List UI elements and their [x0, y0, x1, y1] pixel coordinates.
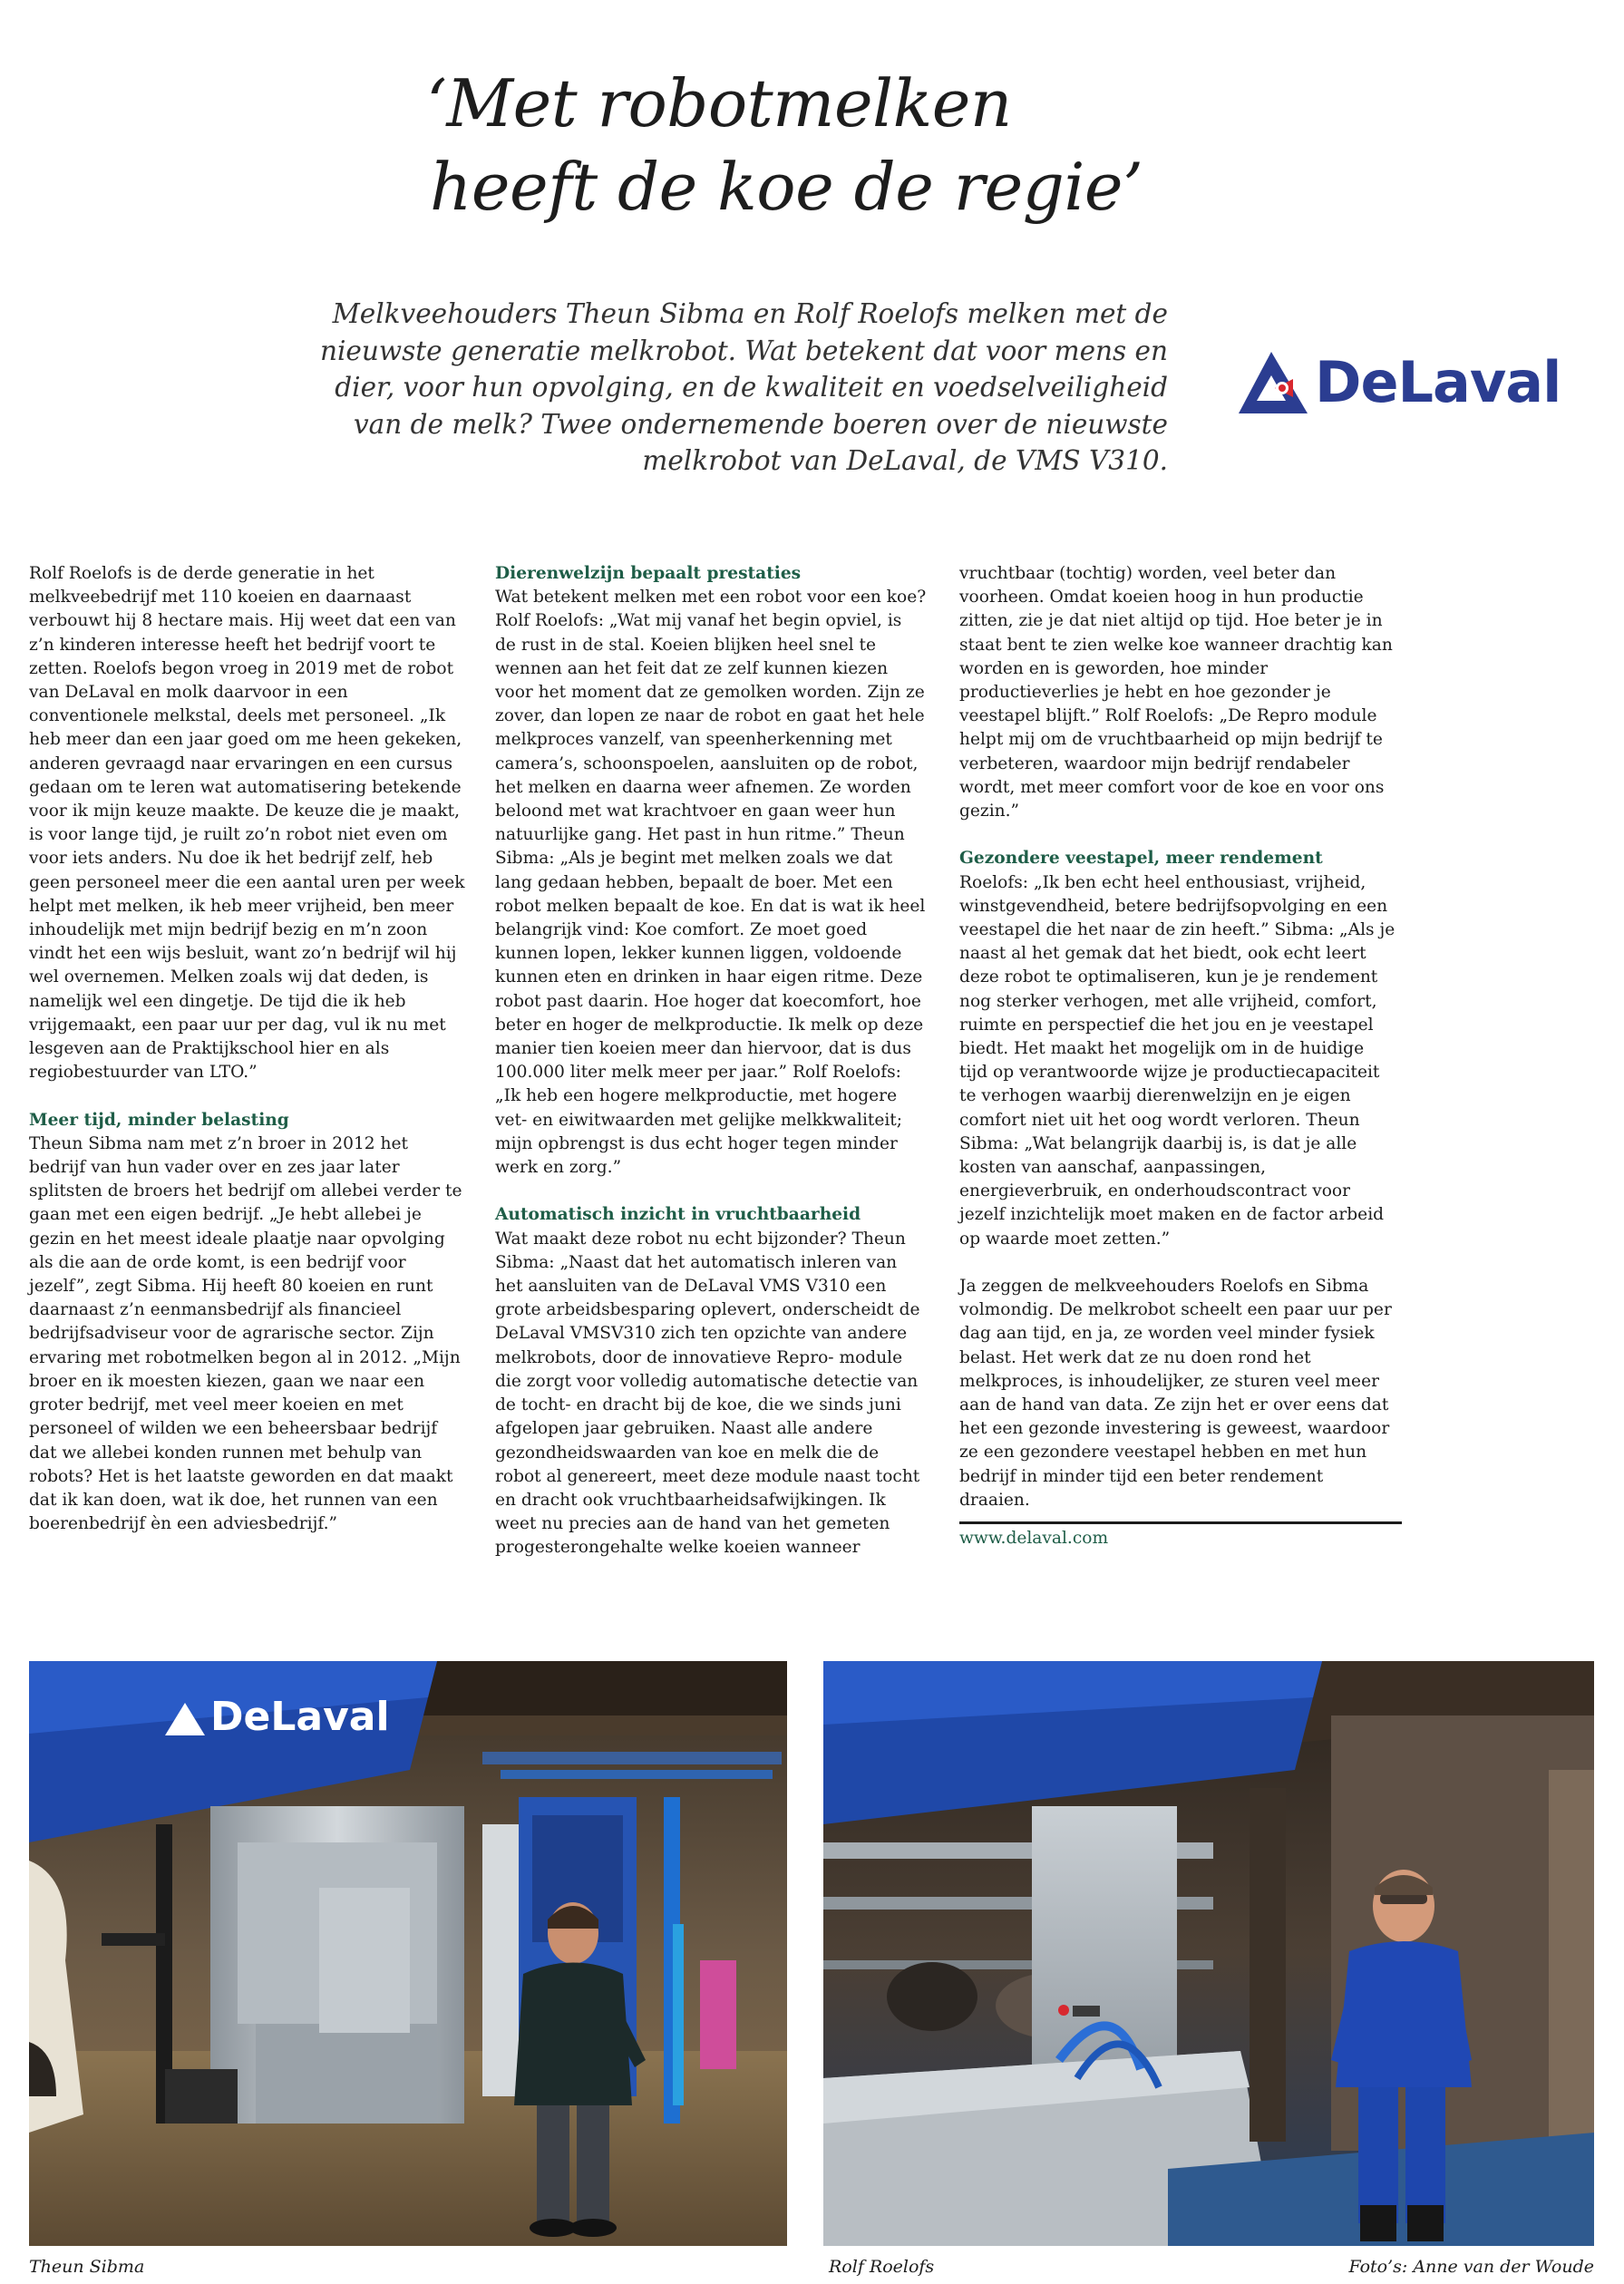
body-text-line: die zorgt voor volledig automatische detectie van [495, 1371, 919, 1391]
body-text-line: tijd op verantwoorde wijze je productiecapaciteit [959, 1063, 1380, 1083]
body-text-line: gaan met een eigen bedrijf. „Je hebt allebei je [29, 1205, 422, 1225]
body-text-line: splitsten de broers het bedrijf om allebei verder te [29, 1181, 462, 1201]
body-text-line: robots? Het is het laatste geworden en dat maakt [29, 1466, 453, 1486]
body-text-line: naast al het gemak dat het biedt, ook echt leert [959, 944, 1366, 964]
body-text-line: Rolf Roelofs: „Wat mij vanaf het begin opviel, is [495, 611, 902, 631]
body-text-line: Roelofs: „Ik ben echt heel enthousiast, vrijheid, [959, 872, 1366, 892]
body-text-line: vrijgemaakt, een paar uur per dag, vul ik nu met [29, 1015, 446, 1035]
body-text-line: werk en zorg.” [495, 1158, 622, 1178]
body-text-line: Theun Sibma nam met z’n broer in 2012 het [29, 1133, 408, 1153]
body-text-line: conventionele melkstal, deels met personeel. „Ik [29, 706, 446, 726]
body-text-line: zitten, zie je dat niet altijd op tijd. Hoe beter je in [959, 611, 1383, 631]
delaval-logo-icon [1239, 352, 1308, 413]
body-text-line: bedrijfsadviseur voor de agrarische sector. Zijn [29, 1324, 434, 1344]
body-text-line: robot melken bepaalt de koe. En dat is wat ik heel [495, 896, 926, 916]
body-text-line: is voor lange tijd, je ruilt zo’n robot niet even om [29, 825, 448, 845]
photo-rolf-roelofs [823, 1661, 1594, 2246]
body-text-line: staat bent te zien welke koe wanneer drachtig kan [959, 635, 1393, 655]
body-text-line: volmondig. De melkrobot scheelt een paar uur per [959, 1300, 1392, 1320]
section-heading: Gezondere veestapel, meer rendement [959, 849, 1323, 869]
body-text-line: 100.000 liter melk meer per jaar.” Rolf Roelofs: [495, 1063, 901, 1083]
body-text-line: vruchtbaar (tochtig) worden, veel beter dan [959, 564, 1337, 583]
paragraph-gap [959, 823, 1404, 847]
body-text-line: jezelf”, zegt Sibma. Hij heeft 80 koeien en runt [29, 1277, 433, 1297]
intro-line: dier, voor hun opvolging, en de kwaliteit en voedselveiligheid [335, 372, 1168, 403]
body-text-line: manier tien koeien meer dan hiervoor, dat is dus [495, 1039, 911, 1059]
body-text-line: wordt, met meer comfort voor de koe en voor ons [959, 777, 1385, 797]
body-text-line: verbouwt hij 8 hectare mais. Hij weet dat een van [29, 611, 456, 631]
body-text-line: zetten. Roelofs begon vroeg in 2019 met de robot [29, 658, 454, 678]
body-text-line: en dracht ook vruchtbaarheidsafwijkingen. Ik [495, 1490, 886, 1510]
body-text-line: melkproces, is inhoudelijker, ze sturen veel meer [959, 1371, 1379, 1391]
body-text-line: te verhogen waarbij dierenwelzijn en je eigen [959, 1086, 1351, 1106]
body-text-line: namelijk wel een dingetje. De tijd die ik heb [29, 991, 406, 1011]
body-text-line: DeLaval VMSV310 zich ten opzichte van andere [495, 1324, 908, 1344]
intro-line: Melkveehouders Theun Sibma en Rolf Roelofs melken met de [332, 298, 1168, 329]
body-text-line: heb meer dan een jaar goed om me heen gekeken, [29, 730, 462, 750]
article-column-3 [959, 562, 1404, 1550]
body-text-line: progesterongehalte welke koeien wanneer [495, 1538, 861, 1558]
robot-brand-text: DeLaval [210, 1694, 390, 1740]
intro-line: melkrobot van DeLaval, de VMS V310. [642, 445, 1168, 476]
body-text-line: beter en hoger de melkproductie. Ik melk op deze [495, 1015, 924, 1035]
body-text-line: Rolf Roelofs is de derde generatie in het [29, 564, 374, 583]
photo-caption-left: Theun Sibma [29, 2257, 145, 2277]
body-text-line: Sibma: „Wat belangrijk daarbij is, is dat je alle [959, 1133, 1357, 1153]
body-text-line: voorheen. Omdat koeien hoog in hun productie [959, 588, 1364, 607]
body-text-line: grote arbeidsbesparing oplevert, onderscheidt de [495, 1300, 920, 1320]
intro-line: nieuwste generatie melkrobot. Wat betekent dat voor mens en [319, 335, 1168, 366]
body-text-line: robot past daarin. Hoe hoger dat koecomfort, hoe [495, 991, 921, 1011]
body-text-line: voor iets anders. Nu doe ik het bedrijf zelf, heb [29, 849, 433, 869]
body-text-line: robot al genereert, meet deze module naast tocht [495, 1466, 920, 1486]
paragraph-gap [959, 1251, 1404, 1275]
photo-caption-right: Rolf Roelofs [829, 2257, 935, 2277]
body-text-line: voor het moment dat ze gemolken worden. Zijn ze [495, 683, 925, 703]
body-text-line: comfort niet uit het oog wordt verloren. Theun [959, 1110, 1360, 1130]
article-column-2 [495, 562, 939, 1560]
body-text-line: helpt mij om de vruchtbaarheid op mijn bedrijf te [959, 730, 1383, 750]
body-text-line: vet- en eiwitwaarden met gelijke melkkwaliteit; [495, 1110, 903, 1130]
body-text-line: dat we allebei konden runnen met behulp van [29, 1443, 423, 1463]
body-text-line: veestapel blijft.” Rolf Roelofs: „De Repro module [959, 706, 1377, 726]
body-text-line: afgelopen jaar gebruiken. Naast alle andere [495, 1419, 873, 1439]
body-text-line: bedrijf in minder tijd een beter rendement [959, 1466, 1324, 1486]
body-text-line: camera’s, schoonspoelen, aansluiten op de robot, [495, 753, 919, 773]
body-text-line: gezin.” [959, 802, 1020, 821]
body-text-line: melkveebedrijf met 110 koeien en daarnaast [29, 588, 412, 607]
body-text-line: lang gedaan hebben, bepaalt de boer. Met een [495, 872, 893, 892]
body-text-line: Sibma: „Als je begint met melken zoals we dat [495, 849, 893, 869]
body-text-line: voor ik mijn keuze maakte. De keuze die je maakt, [29, 802, 461, 821]
body-text-line: het een gezonde investering is geweest, waardoor [959, 1419, 1390, 1439]
body-text-line: zover, dan lopen ze naar de robot en gaat het hele [495, 706, 925, 726]
body-text-line: dag aan tijd, en ja, ze worden veel minder fysiek [959, 1324, 1375, 1344]
body-text-line: personeel of wilden we een beheersbaar bedrijf [29, 1419, 438, 1439]
body-text-line: gedaan om te leren wat automatisering betekende [29, 777, 462, 797]
paragraph-gap [495, 1180, 939, 1203]
body-text-line: verbeteren, waardoor mijn bedrijf rendabeler [959, 753, 1350, 773]
body-text-line: helpt met melken, ik heb meer vrijheid, ben meer [29, 896, 454, 916]
body-text-line: ze een gezondere veestapel hebben en met hun [959, 1443, 1367, 1463]
body-text-line: Wat maakt deze robot nu echt bijzonder? Theun [495, 1229, 906, 1249]
paragraph-gap [29, 1084, 473, 1108]
body-text-line: de tocht- en dracht bij de koe, die we sinds juni [495, 1395, 901, 1415]
body-text-line: broer en ik moesten kiezen, gaan we naar een [29, 1371, 425, 1391]
photo-theun-sibma [29, 1661, 787, 2246]
body-text-line: natuurlijke gang. Het past in hun ritme.” Theun [495, 825, 905, 845]
website-link[interactable]: www.delaval.com [959, 1529, 1109, 1549]
photo-credit: Foto’s: Anne van der Woude [1348, 2257, 1594, 2277]
body-text-line: z’n kinderen interesse heeft het bedrijf voort te [29, 635, 436, 655]
body-text-line: groter bedrijf, met veel meer koeien en met [29, 1395, 404, 1415]
body-text-line: aan de hand van data. Ze zijn het er over eens dat [959, 1395, 1389, 1415]
body-text-line: energieverbruik, en onderhoudscontract voor [959, 1181, 1350, 1201]
body-text-line: draaien. [959, 1490, 1030, 1510]
body-text-line: worden en is geworden, hoe minder [959, 658, 1269, 678]
body-text-line: van DeLaval en molk daarvoor in een [29, 683, 348, 703]
body-text-line: melkrobots, door de innovatieve Repro- module [495, 1347, 903, 1367]
body-text-line: wennen aan het feit dat ze zelf kunnen kiezen [495, 658, 889, 678]
body-text-line: Sibma: „Naast dat het automatisch inleren van [495, 1252, 898, 1272]
body-text-line: mijn opbrengst is dus echt hoger tegen minder [495, 1133, 898, 1153]
body-text-line: vindt het een wijs besluit, want zo’n bedrijf wil hij [29, 944, 457, 964]
body-text-line: productieverlies je hebt en hoe gezonder je [959, 683, 1331, 703]
body-text-line: geen personeel meer die een aantal uren per week [29, 872, 465, 892]
body-text-line: het melken en daarna weer afnemen. Ze worden [495, 777, 911, 797]
section-heading: Automatisch inzicht in vruchtbaarheid [495, 1205, 861, 1225]
body-text-line: daarnaast z’n eenmansbedrijf als financieel [29, 1300, 402, 1320]
body-text-line: beloond met wat krachtvoer en gaan weer hun [495, 802, 896, 821]
article-title-line-1: ‘Met robotmelken [426, 65, 1012, 141]
body-text-line: inhoudelijk met mijn bedrijf bezig en m’n zoon [29, 920, 428, 940]
body-text-line: winstgevendheid, betere bedrijfsopvolging en een [959, 896, 1388, 916]
article-title-line-2: heeft de koe de regie’ [430, 149, 1143, 225]
body-text-line: dat ik kan doen, wat ik doe, het runnen van een [29, 1490, 438, 1510]
section-heading: Meer tijd, minder belasting [29, 1110, 289, 1130]
body-text-line: regiobestuurder van LTO.” [29, 1063, 258, 1083]
body-text-line: gezin en het meest ideale plaatje naar opvolging [29, 1229, 445, 1249]
body-text-line: op waarde moet zetten.” [959, 1229, 1171, 1249]
body-text-line: nog sterker verhogen, met alle vrijheid, comfort, [959, 991, 1377, 1011]
body-text-line: deze robot te optimaliseren, kun je je rendement [959, 967, 1378, 987]
body-text-line: als die aan de orde komt, is een bedrijf voor [29, 1252, 406, 1272]
body-text-line: belangrijk vind: Koe comfort. Ze moet goed [495, 920, 868, 940]
body-text-line: Ja zeggen de melkveehouders Roelofs en Sibma [959, 1277, 1369, 1297]
body-text-line: anderen gevraagd naar ervaringen en een cursus [29, 753, 453, 773]
body-text-line: de rust in de stal. Koeien blijken heel snel te [495, 635, 876, 655]
body-text-line: bedrijf van hun vader over en zes jaar later [29, 1158, 400, 1178]
article-column-1 [29, 562, 473, 1536]
body-text-line: ruimte en perspectief die het jou en je veestapel [959, 1015, 1374, 1035]
body-text-line: weet nu precies aan de hand van het gemeten [495, 1514, 890, 1534]
body-text-line: kosten van aanschaf, aanpassingen, [959, 1158, 1266, 1178]
body-text-line: belast. Het werk dat ze nu doen rond het [959, 1347, 1311, 1367]
intro-line: van de melk? Twee ondernemende boeren over de nieuwste [354, 408, 1168, 440]
delaval-logo-text: DeLaval [1315, 349, 1561, 415]
body-text-line: kunnen lopen, lekker kunnen liggen, voldoende [495, 944, 902, 964]
body-text-line: veestapel die het naar de zin heeft.” Sibma: „Als je [959, 920, 1395, 940]
body-text-line: gezondheidswaarden van koe en melk die de [495, 1443, 880, 1463]
body-text-line: boerenbedrijf èn een adviesbedrijf.” [29, 1514, 337, 1534]
section-heading: Dierenwelzijn bepaalt prestaties [495, 564, 802, 583]
article-intro [290, 296, 1168, 480]
body-text-line: kunnen eten en drinken in haar eigen ritme. Deze [495, 967, 923, 987]
body-text-line: het aansluiten van de DeLaval VMS V310 een [495, 1277, 887, 1297]
delaval-logo [1239, 349, 1589, 419]
body-text-line: wel overnemen. Melken zoals wij dat deden, is [29, 967, 429, 987]
body-text-line: jezelf inzichtelijk moet maken en de factor arbeid [959, 1205, 1385, 1225]
body-text-line: biedt. Het maakt het mogelijk om in de huidige [959, 1039, 1365, 1059]
body-text-line: lesgeven aan de Praktijkschool hier en als [29, 1039, 390, 1059]
body-text-line: „Ik heb een hogere melkproductie, met hogere [495, 1086, 898, 1106]
body-text-line: ervaring met robotmelken begon al in 2012. „Mijn [29, 1347, 461, 1367]
article-title [426, 62, 1242, 228]
body-text-line: melkproces vanzelf, van speenherkenning met [495, 730, 892, 750]
body-text-line: Wat betekent melken met een robot voor een koe? [495, 588, 927, 607]
